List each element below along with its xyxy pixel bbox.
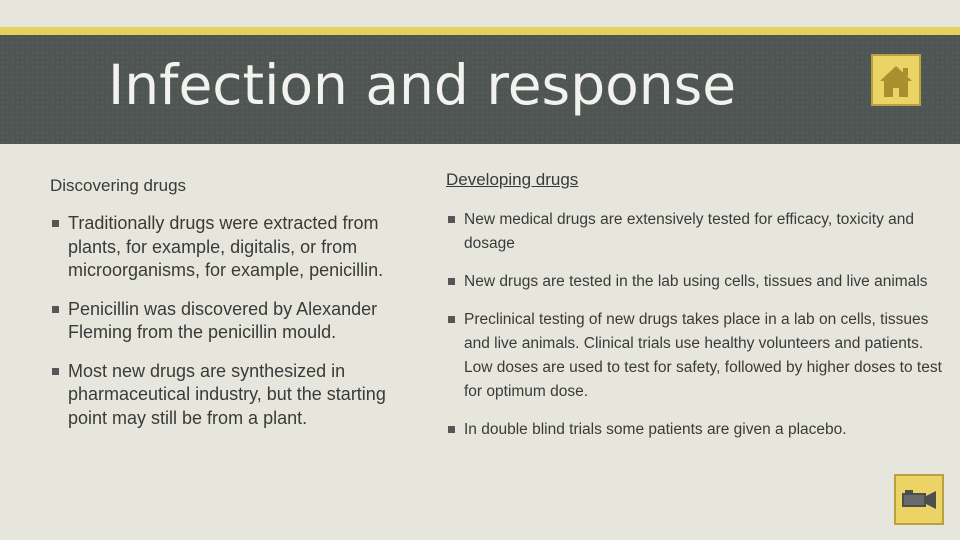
list-item-text: Traditionally drugs were extracted from plants, for example, digitalis, or from microorganisms, for example, penicillin. [68, 213, 384, 280]
bullet-icon [448, 426, 455, 433]
list-item-text: Most new drugs are synthesized in pharmaceutical industry, but the starting point may still be from a plant. [68, 360, 386, 428]
bullet-icon [52, 220, 59, 227]
list-item-text: New medical drugs are extensively tested for efficacy, toxicity and dosage [464, 211, 914, 252]
list-item [50, 298, 415, 345]
list-item [50, 360, 415, 431]
list-item [446, 208, 946, 256]
list-item-text: Penicillin was discovered by Alexander Fleming from the penicillin mould. [68, 298, 378, 342]
video-camera-icon [896, 476, 942, 523]
list-item-text: Preclinical testing of new drugs takes place in a lab on cells, tissues and live animals. Clinical trials use healthy volunteers and patients. Low doses are used to test for safety, followed by higher doses to test for optimum dose. [464, 311, 942, 400]
bullet-icon [448, 278, 455, 285]
list-item [446, 418, 946, 442]
home-button[interactable] [871, 54, 921, 106]
list-item-text: New drugs are tested in the lab using cells, tissues and live animals [464, 273, 928, 290]
developing-drugs-list [446, 208, 946, 456]
list-item [446, 308, 946, 404]
list-item-text: In double blind trials some patients are given a placebo. [464, 421, 847, 438]
bullet-icon [448, 316, 455, 323]
list-item [446, 270, 946, 294]
accent-stripe [0, 27, 960, 35]
slide-title: Infection and response [108, 53, 737, 117]
bullet-icon [52, 368, 59, 375]
bullet-icon [448, 216, 455, 223]
bullet-icon [52, 306, 59, 313]
list-item [50, 212, 415, 283]
developing-drugs-link[interactable]: Developing drugs [446, 170, 579, 189]
video-button[interactable] [894, 474, 944, 525]
discovering-drugs-heading: Discovering drugs [50, 176, 187, 195]
discovering-drugs-list [50, 212, 415, 445]
house-icon [873, 56, 919, 104]
